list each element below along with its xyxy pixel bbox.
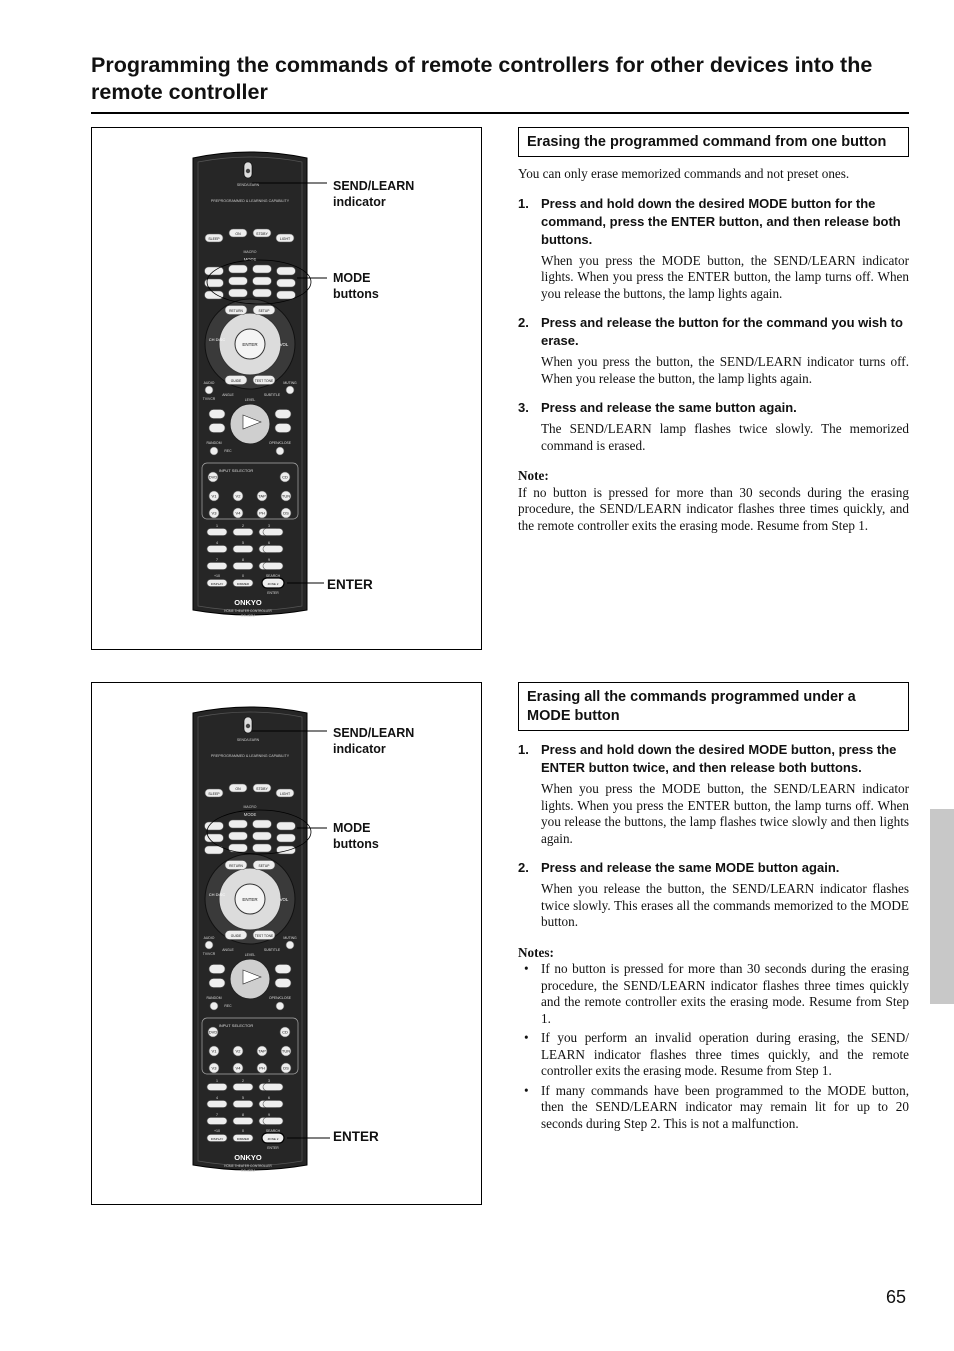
remote-label: 0 <box>242 1129 244 1133</box>
indicator-label: indicator <box>333 195 386 209</box>
remote-label: 5 <box>242 541 244 545</box>
remote-button <box>233 1084 253 1091</box>
remote-button <box>277 822 296 830</box>
remote-label: VOL <box>279 897 289 902</box>
remote-label: ZONE 2 <box>267 1137 279 1141</box>
remote-label: V1 <box>211 1048 217 1054</box>
step-heading: Press and release the same button again. <box>541 400 797 415</box>
buttons-label: buttons <box>333 837 379 851</box>
remote-button <box>275 424 291 433</box>
remote-button <box>263 529 283 536</box>
buttons-label: buttons <box>333 287 379 301</box>
remote-button <box>275 979 291 988</box>
remote-label: LEVEL <box>244 398 256 402</box>
indicator-label: indicator <box>333 742 386 756</box>
remote-button <box>253 265 272 273</box>
page-title: Programming the commands of remote controllers for other devices into the remote controller <box>91 53 873 104</box>
enter-callout: ENTER <box>327 577 373 592</box>
remote-label: ENTER <box>242 342 258 347</box>
remote-label: OPEN/CLOSE <box>268 996 292 1000</box>
enter-callout: ENTER <box>333 1129 379 1144</box>
section-erase-one <box>518 127 909 534</box>
remote-label: SUBTITLE <box>263 393 281 397</box>
step-heading: Press and release the button for the command you wish to erase. <box>541 315 903 348</box>
mode-callout <box>333 820 379 852</box>
remote-figure-1 <box>91 127 482 650</box>
remote-button <box>286 386 294 394</box>
remote-label: PH <box>259 1065 265 1071</box>
remote-label: OPEN/CLOSE <box>268 441 292 445</box>
step-heading: Press and hold down the desired MODE button, press the ENTER button twice, and then release both buttons. <box>541 742 897 775</box>
note-text: If you perform an invalid operation during erasing, the SEND/ LEARN indicator flashes three times quickly, and the remote controller exits the erasing mode. Resume from Step 1. <box>541 1030 909 1078</box>
remote-button <box>253 289 272 297</box>
remote-button <box>229 820 248 828</box>
remote-label: TV/VCR <box>202 397 216 401</box>
remote-label: 4 <box>216 541 218 545</box>
remote-label: DVD <box>208 474 218 480</box>
remote-label: V1 <box>211 493 217 499</box>
remote-label: 0 <box>242 574 244 578</box>
note-title: Note: <box>518 468 549 483</box>
remote-button <box>209 979 225 988</box>
remote-label: ON <box>235 787 241 791</box>
remote-label: DISPLAY <box>210 1137 224 1141</box>
remote-label: 1 <box>216 524 218 528</box>
section-heading: Erasing the programmed command from one button <box>518 127 909 157</box>
step-number: 2. <box>518 860 529 875</box>
remote-label: V4 <box>235 510 241 516</box>
remote-label: STDBY <box>256 787 268 791</box>
step-number: 1. <box>518 195 529 211</box>
remote-button <box>263 563 283 570</box>
side-tab <box>930 809 954 1004</box>
remote-illustration <box>92 128 481 649</box>
remote-label: LIGHT <box>279 237 291 241</box>
remote-label: ANGLE <box>222 393 234 397</box>
remote-label: MUTING <box>283 381 297 385</box>
remote-label: SEND/LEARN <box>236 738 260 742</box>
remote-label: V4 <box>235 1065 241 1071</box>
remote-label: V3 <box>211 510 217 516</box>
remote-label: 7 <box>216 558 218 562</box>
remote-label: TAP <box>258 493 266 499</box>
remote-label: SEND/LEARN <box>236 183 260 187</box>
section-heading: Erasing all the commands programmed under a MODE button <box>518 682 909 731</box>
remote-label: DS <box>283 1065 289 1071</box>
remote-button <box>207 1118 227 1125</box>
remote-label: 3 <box>268 1079 270 1083</box>
remote-illustration <box>92 683 481 1204</box>
remote-button <box>229 265 248 273</box>
remote-button <box>233 563 253 570</box>
remote-label: +10 <box>213 1129 221 1133</box>
indicator-lamp <box>246 724 250 728</box>
remote-label: V2 <box>235 1048 241 1054</box>
remote-label: GUIDE <box>230 379 242 383</box>
notes-list <box>518 961 909 1132</box>
step-body: When you press the MODE button, the SEND/LEARN indicator lights. When you press the ENTER button, the lamp turns off. When you release the buttons, the lamp flashes twice slowly and then lights again. <box>541 781 909 846</box>
remote-button <box>233 529 253 536</box>
remote-label: SEARCH <box>265 574 281 578</box>
remote-label: RETURN <box>229 309 243 313</box>
remote-label: LEVEL <box>244 953 256 957</box>
remote-button <box>233 546 253 553</box>
mode-label: MODE <box>333 271 371 285</box>
step-body: When you release the button, the SEND/LEARN indicator flashes twice slowly. This erases all the commands memorized to the MODE button. <box>541 881 909 929</box>
remote-label: ONKYO <box>234 598 262 607</box>
step-number: 2. <box>518 315 529 330</box>
remote-button <box>229 289 248 297</box>
step-heading: Press and hold down the desired MODE button for the command, press the ENTER button, and then release both buttons. <box>541 195 901 247</box>
remote-button <box>207 546 227 553</box>
remote-button <box>263 1101 283 1108</box>
remote-label: MUTING <box>283 936 297 940</box>
list-item <box>518 1083 909 1133</box>
remote-label: 6 <box>268 541 270 545</box>
remote-button <box>233 1118 253 1125</box>
remote-label: CD <box>282 1029 288 1035</box>
step <box>518 314 909 387</box>
remote-label: 2 <box>242 1079 244 1083</box>
remote-label: 8 <box>242 558 244 562</box>
note-text: If no button is pressed for more than 30 seconds during the erasing procedure, the SEND/LEARN indicator flashes three times quickly and the remote controller exits the erasing mode. Resume from Step 1. <box>541 961 909 1026</box>
remote-label: REC <box>224 449 232 453</box>
remote-label: SUBTITLE <box>263 948 281 952</box>
send-learn-label: SEND/LEARN <box>333 726 415 740</box>
remote-label: RANDOM <box>206 996 222 1000</box>
remote-button <box>205 941 213 949</box>
remote-button <box>253 844 272 852</box>
bullet: • <box>524 961 529 976</box>
remote-button <box>253 277 272 285</box>
remote-button <box>207 529 227 536</box>
remote-label: GUIDE <box>230 934 242 938</box>
remote-button <box>253 820 272 828</box>
remote-label: HOME THEATER CONTROLLER <box>224 609 272 613</box>
list-item <box>518 1030 909 1080</box>
remote-button <box>277 291 296 299</box>
remote-label: INPUT SELECTOR <box>218 468 254 473</box>
step <box>518 859 909 931</box>
remote-label: MACRO <box>243 250 257 254</box>
remote-button <box>276 447 284 455</box>
remote-button <box>286 941 294 949</box>
remote-label: INPUT SELECTOR <box>218 1023 254 1028</box>
notes-title: Notes: <box>518 944 554 960</box>
remote-label: 4 <box>216 1096 218 1100</box>
remote-label: DISPLAY <box>210 582 224 586</box>
remote-label: SETUP <box>258 864 270 868</box>
send-learn-callout <box>333 178 414 210</box>
remote-label: ONKYO <box>234 1153 262 1162</box>
remote-label: CD <box>282 474 288 480</box>
remote-label: 9 <box>268 558 270 562</box>
remote-label: SETUP <box>258 309 270 313</box>
bullet: • <box>524 1082 529 1098</box>
remote-label: ENTER <box>242 897 258 902</box>
bullet: • <box>524 1030 529 1045</box>
remote-body-group <box>193 152 327 618</box>
remote-label: SLEEP <box>208 237 220 241</box>
step-heading: Press and release the same MODE button again. <box>541 860 840 875</box>
remote-button <box>277 834 296 842</box>
remote-button <box>263 1084 283 1091</box>
remote-label: V2 <box>235 493 241 499</box>
step-body: When you press the MODE button, the SEND/LEARN indicator lights. When you press the ENTER button, the lamp turns off. When you release the buttons, the lamp lights again. <box>541 252 909 301</box>
remote-button <box>277 846 296 854</box>
remote-label: ANGLE <box>222 948 234 952</box>
remote-button <box>276 1002 284 1010</box>
remote-label: STDBY <box>256 232 268 236</box>
remote-button <box>209 965 225 974</box>
step-body: When you press the button, the SEND/LEARN indicator turns off. When you release the button, the lamp lights again. <box>541 354 909 386</box>
step-number: 1. <box>518 742 529 757</box>
remote-label: ZONE 2 <box>267 582 279 586</box>
remote-label: 9 <box>268 1113 270 1117</box>
remote-figure-2 <box>91 682 482 1205</box>
remote-label: CH DISC <box>208 892 226 897</box>
remote-label: RC-492M <box>241 614 255 618</box>
remote-body-group <box>193 707 330 1173</box>
page-number: 65 <box>886 1287 907 1307</box>
remote-label: +10 <box>213 574 221 578</box>
remote-label: TUN <box>281 493 291 499</box>
remote-label: 7 <box>216 1113 218 1117</box>
remote-label: RANDOM <box>206 441 222 445</box>
list-item <box>518 961 909 1027</box>
remote-button <box>207 1084 227 1091</box>
remote-label: TAP <box>258 1048 266 1054</box>
remote-label: 3 <box>268 524 270 528</box>
remote-label: PREPROGRAMMED & LEARNING CAPABILITY <box>210 199 290 203</box>
remote-label: 2 <box>242 524 244 528</box>
remote-label: 6 <box>268 1096 270 1100</box>
remote-label: AUDIO <box>203 936 215 940</box>
remote-label: V3 <box>211 1065 217 1071</box>
remote-label: 8 <box>242 1113 244 1117</box>
title-rule <box>91 112 909 114</box>
remote-label: 5 <box>242 1096 244 1100</box>
remote-label: LIGHT <box>279 792 291 796</box>
remote-button <box>207 1101 227 1108</box>
note-text: If many commands have been programmed to the MODE button, then the SEND/LEARN indicator may remain lit for up to 20 seconds during Step 2. This is not a malfunction. <box>541 1082 909 1131</box>
remote-label: SLEEP <box>208 792 220 796</box>
remote-label: RC-492M <box>241 1169 255 1173</box>
remote-label: SEARCH <box>265 1129 281 1133</box>
remote-button <box>209 410 225 419</box>
step <box>518 741 909 847</box>
remote-label: PREPROGRAMMED & LEARNING CAPABILITY <box>210 754 290 758</box>
remote-button <box>233 1101 253 1108</box>
indicator-lamp <box>246 169 250 173</box>
remote-button <box>229 277 248 285</box>
remote-label: TUN <box>281 1048 291 1054</box>
remote-label: TEST TONE <box>254 934 274 938</box>
mode-label: MODE <box>333 821 371 835</box>
intro-text: You can only erase memorized commands and not preset ones. <box>518 166 850 181</box>
remote-button <box>209 424 225 433</box>
remote-button <box>205 291 224 299</box>
remote-button <box>207 563 227 570</box>
send-learn-callout <box>333 725 414 757</box>
remote-label: DIMMER <box>236 582 250 586</box>
remote-button <box>210 1002 218 1010</box>
remote-button <box>263 1118 283 1125</box>
step-body: The SEND/LEARN lamp flashes twice slowly. The memorized command is erased. <box>541 421 909 453</box>
remote-label: MACRO <box>243 805 257 809</box>
remote-button <box>253 832 272 840</box>
remote-label: RETURN <box>229 864 243 868</box>
step <box>518 399 909 454</box>
remote-label: TEST TONE <box>254 379 274 383</box>
remote-button <box>277 279 296 287</box>
section-erase-all <box>518 682 909 1135</box>
remote-label: ENTER <box>267 1146 279 1150</box>
remote-label: DVD <box>208 1029 218 1035</box>
step <box>518 195 909 303</box>
remote-label: TV/VCR <box>202 952 216 956</box>
remote-label: ON <box>235 232 241 236</box>
remote-label: 1 <box>216 1079 218 1083</box>
remote-button <box>210 447 218 455</box>
remote-button <box>229 832 248 840</box>
remote-label: VOL <box>279 342 289 347</box>
remote-label: AUDIO <box>203 381 215 385</box>
remote-label: DS <box>283 510 289 516</box>
remote-label: PH <box>259 510 265 516</box>
remote-label: CH DISC <box>208 337 226 342</box>
step-number: 3. <box>518 400 529 415</box>
remote-label: HOME THEATER CONTROLLER <box>224 1164 272 1168</box>
remote-label: ENTER <box>267 591 279 595</box>
remote-button <box>275 410 291 419</box>
remote-button <box>205 386 213 394</box>
remote-label: REC <box>224 1004 232 1008</box>
remote-button <box>263 546 283 553</box>
remote-label: DIMMER <box>236 1137 250 1141</box>
mode-callout <box>333 270 379 302</box>
remote-label: MODE <box>243 812 257 817</box>
remote-label: MODE <box>243 257 257 262</box>
send-learn-label: SEND/LEARN <box>333 179 415 193</box>
note-body: If no button is pressed for more than 30 seconds during the erasing procedure, the SEND/LEARN indicator flashes three times quickly, and the remote controller exits the erasing mode. Resume from Step 1. <box>518 484 909 533</box>
remote-button <box>275 965 291 974</box>
remote-button <box>277 267 296 275</box>
